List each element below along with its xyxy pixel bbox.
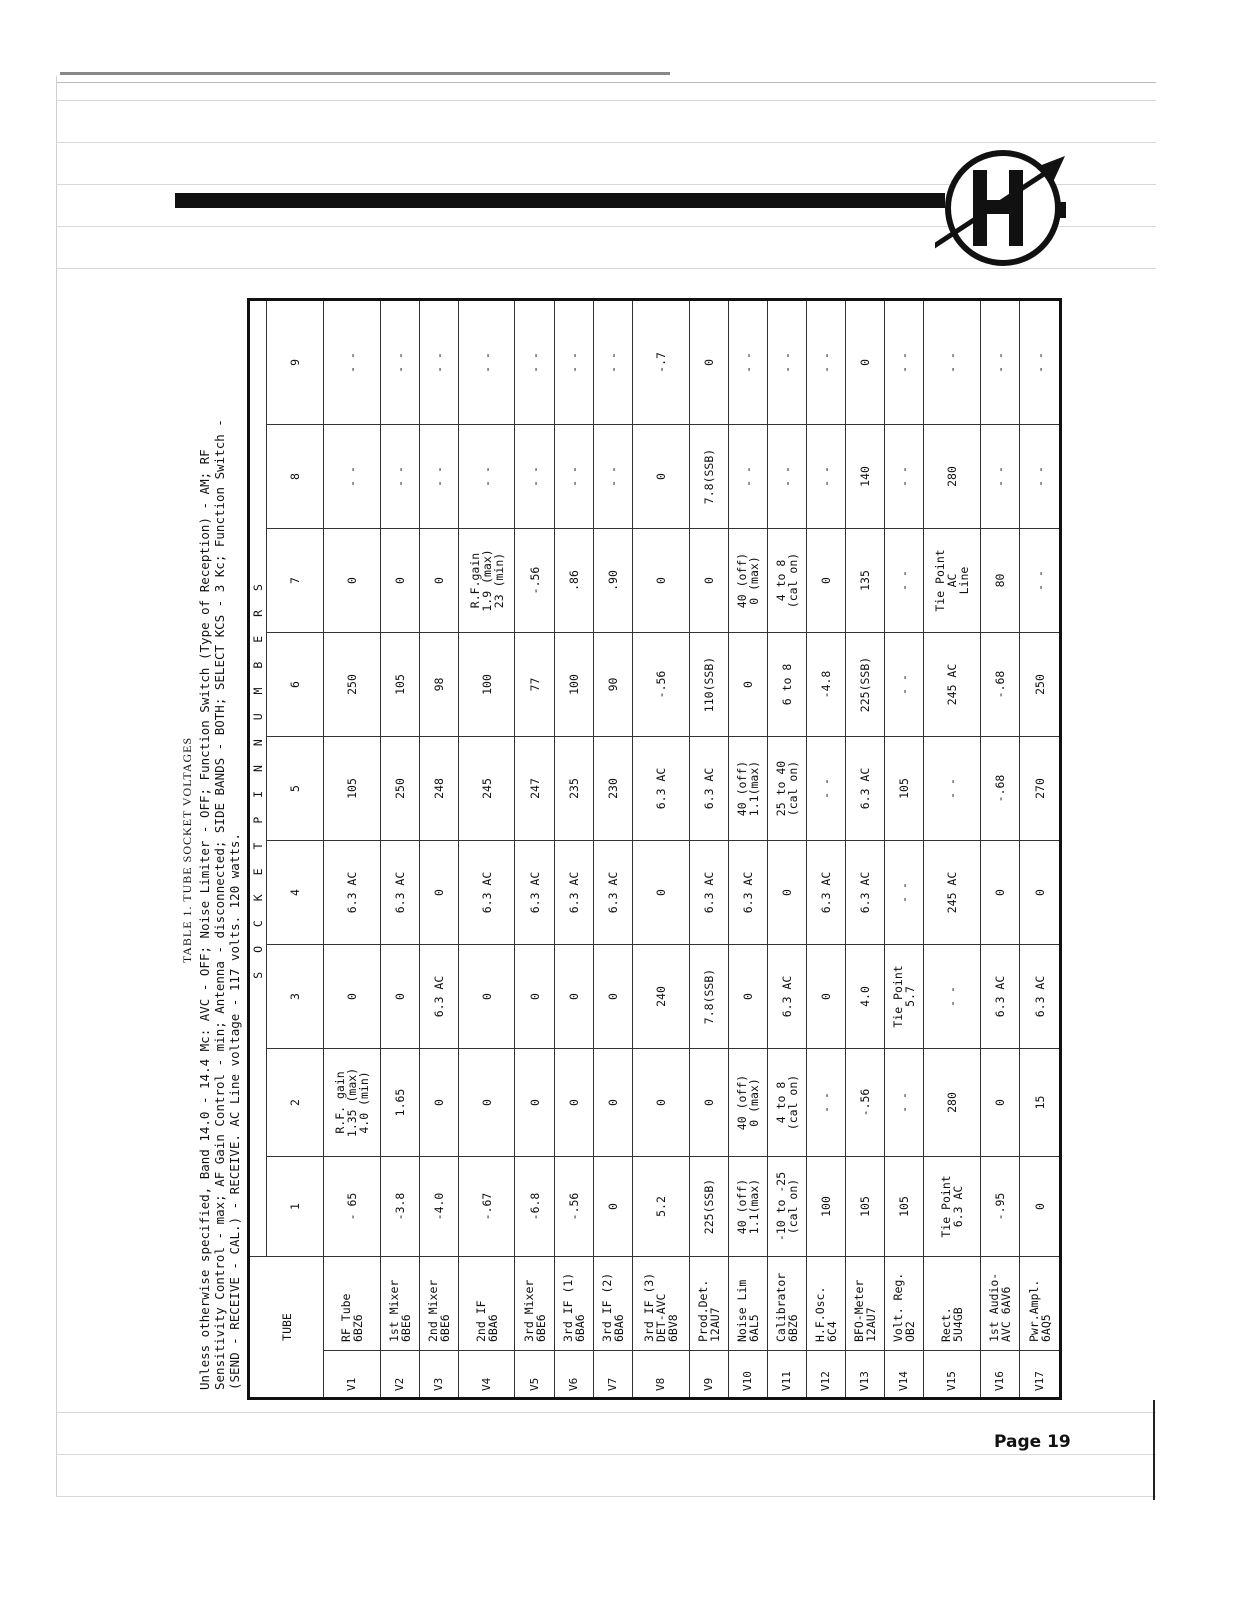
table-row bbox=[689, 299, 728, 1398]
table-row bbox=[767, 299, 806, 1398]
pin-voltage-cell: 248 bbox=[419, 736, 458, 840]
pin-voltage-cell: 0 bbox=[846, 299, 885, 424]
pin-voltage-cell: 100 bbox=[458, 632, 515, 736]
tube-designator: V6 bbox=[554, 1351, 593, 1399]
pin-voltage-cell: 6.3 AC bbox=[380, 840, 419, 944]
pin-voltage-cell: 280 bbox=[924, 424, 981, 528]
pin-voltage-cell: 77 bbox=[515, 632, 554, 736]
pin-voltage-cell: 0 bbox=[380, 944, 419, 1048]
tube-name: Volt. Reg. OB2 bbox=[885, 1256, 924, 1350]
pin-voltage-cell: - - bbox=[806, 736, 845, 840]
pin-voltage-cell: 280 bbox=[924, 1048, 981, 1156]
tube-designator: V1 bbox=[324, 1351, 381, 1399]
ruled-line bbox=[56, 100, 1156, 101]
pin-voltage-cell: 140 bbox=[846, 424, 885, 528]
pin-voltage-cell: - - bbox=[885, 632, 924, 736]
pin-voltage-cell: 0 bbox=[806, 528, 845, 632]
pin-voltage-cell: 0 bbox=[554, 944, 593, 1048]
pin-voltage-cell: 6.3 AC bbox=[632, 736, 689, 840]
pin-voltage-cell: 15 bbox=[1020, 1048, 1061, 1156]
tube-name: H.F.Osc. 6C4 bbox=[806, 1256, 845, 1350]
pin-voltage-cell: 0 bbox=[380, 528, 419, 632]
pin-voltage-cell: - - bbox=[554, 424, 593, 528]
table-row bbox=[981, 299, 1020, 1398]
pin-voltage-cell: Tie Point 6.3 AC bbox=[924, 1156, 981, 1256]
pin-voltage-cell: - - bbox=[593, 299, 632, 424]
pin-voltage-cell: - - bbox=[885, 1048, 924, 1156]
pin-voltage-cell: 6.3 AC bbox=[1020, 944, 1061, 1048]
tube-designator: V16 bbox=[981, 1351, 1020, 1399]
pin-voltage-cell: -.67 bbox=[458, 1156, 515, 1256]
pin-number-header: 2 bbox=[267, 1048, 324, 1156]
tube-name: 3rd IF (1) 6BA6 bbox=[554, 1256, 593, 1350]
pin-voltage-cell: 6.3 AC bbox=[324, 840, 381, 944]
pin-number-header: 9 bbox=[267, 299, 324, 424]
pin-voltage-cell: 270 bbox=[1020, 736, 1061, 840]
pin-voltage-cell: 110(SSB) bbox=[689, 632, 728, 736]
pin-voltage-cell: - - bbox=[924, 944, 981, 1048]
table-row bbox=[554, 299, 593, 1398]
pin-voltage-cell: - - bbox=[885, 840, 924, 944]
pin-voltage-cell: -4.0 bbox=[419, 1156, 458, 1256]
pin-voltage-cell: - - bbox=[515, 424, 554, 528]
pin-voltage-cell: 100 bbox=[806, 1156, 845, 1256]
right-edge-mark bbox=[1153, 1400, 1155, 1500]
pin-voltage-cell: 7.8(SSB) bbox=[689, 944, 728, 1048]
tube-designator: V12 bbox=[806, 1351, 845, 1399]
pin-voltage-cell: - - bbox=[419, 299, 458, 424]
pin-voltage-cell: Tie Point AC Line bbox=[924, 528, 981, 632]
pin-voltage-cell: 105 bbox=[324, 736, 381, 840]
pin-voltage-cell: 0 bbox=[515, 944, 554, 1048]
socket-pin-numbers-header: S O C K E T P I N N U M B E R S bbox=[249, 299, 267, 1256]
pin-voltage-cell: 225(SSB) bbox=[846, 632, 885, 736]
table-row bbox=[632, 299, 689, 1398]
pin-voltage-cell: 0 bbox=[632, 528, 689, 632]
pin-voltage-cell: 100 bbox=[554, 632, 593, 736]
pin-voltage-cell: - - bbox=[515, 299, 554, 424]
pin-voltage-cell: 0 bbox=[1020, 1156, 1061, 1256]
pin-voltage-cell: - - bbox=[458, 299, 515, 424]
pin-voltage-cell: 245 bbox=[458, 736, 515, 840]
pin-voltage-cell: 6.3 AC bbox=[728, 840, 767, 944]
pin-voltage-cell: -10 to -25 (cal on) bbox=[767, 1156, 806, 1256]
pin-voltage-cell: 0 bbox=[593, 1156, 632, 1256]
pin-voltage-cell: Tie Point 5.7 bbox=[885, 944, 924, 1048]
page-number: Page 19 bbox=[994, 1432, 1071, 1452]
ruled-line bbox=[56, 82, 1156, 83]
pin-voltage-cell: - - bbox=[924, 736, 981, 840]
pin-voltage-cell: 230 bbox=[593, 736, 632, 840]
pin-voltage-cell: 7.8(SSB) bbox=[689, 424, 728, 528]
pin-voltage-cell: 4 to 8 (cal on) bbox=[767, 1048, 806, 1156]
pin-voltage-cell: - - bbox=[380, 299, 419, 424]
pin-voltage-cell: 40 (off) 1.1(max) bbox=[728, 1156, 767, 1256]
scan-edge bbox=[60, 72, 670, 75]
table-row bbox=[846, 299, 885, 1398]
tube-designator: V7 bbox=[593, 1351, 632, 1399]
pin-voltage-cell: 6.3 AC bbox=[846, 840, 885, 944]
ruled-line bbox=[56, 142, 1156, 143]
pin-voltage-cell: 240 bbox=[632, 944, 689, 1048]
pin-voltage-cell: 0 bbox=[1020, 840, 1061, 944]
tube-name: Prod.Det. 12AU7 bbox=[689, 1256, 728, 1350]
pin-voltage-cell: .90 bbox=[593, 528, 632, 632]
pin-voltage-cell: -.68 bbox=[981, 632, 1020, 736]
pin-voltage-cell: 4 to 8 (cal on) bbox=[767, 528, 806, 632]
pin-voltage-cell: -.56 bbox=[846, 1048, 885, 1156]
pin-voltage-cell: 0 bbox=[689, 299, 728, 424]
pin-voltage-cell: 0 bbox=[324, 528, 381, 632]
pin-voltage-cell: 0 bbox=[554, 1048, 593, 1156]
table-row bbox=[419, 299, 458, 1398]
pin-voltage-cell: 235 bbox=[554, 736, 593, 840]
pin-voltage-cell: -4.8 bbox=[806, 632, 845, 736]
pin-voltage-cell: 6.3 AC bbox=[806, 840, 845, 944]
pin-voltage-cell: R.F.gain 1.9 (max) 23 (min) bbox=[458, 528, 515, 632]
tube-designator: V2 bbox=[380, 1351, 419, 1399]
condition-line: Sensitivity Control - max; AF Gain Control - min; Antenna - disconnected; SIDE BANDS - BOTH; SELECT KCS - 3 Kc; Function Switch - bbox=[212, 419, 227, 1390]
tube-designator: V14 bbox=[885, 1351, 924, 1399]
pin-voltage-cell: 1.65 bbox=[380, 1048, 419, 1156]
pin-voltage-cell: 135 bbox=[846, 528, 885, 632]
pin-voltage-cell: 40 (off) 1.1(max) bbox=[728, 736, 767, 840]
pin-voltage-cell: 247 bbox=[515, 736, 554, 840]
pin-number-header: 8 bbox=[267, 424, 324, 528]
pin-voltage-cell: 250 bbox=[1020, 632, 1061, 736]
tube-designator: V5 bbox=[515, 1351, 554, 1399]
table-row bbox=[924, 299, 981, 1398]
pin-voltage-cell: 0 bbox=[632, 1048, 689, 1156]
pin-voltage-cell: 105 bbox=[885, 736, 924, 840]
pin-voltage-cell: 245 AC bbox=[924, 840, 981, 944]
pin-voltage-cell: 0 bbox=[689, 1048, 728, 1156]
tube-designator: V13 bbox=[846, 1351, 885, 1399]
pin-voltage-cell: 5.2 bbox=[632, 1156, 689, 1256]
pin-voltage-cell: -6.8 bbox=[515, 1156, 554, 1256]
condition-line: (SEND - RECEIVE - CAL.) - RECEIVE. AC Line voltage - 117 volts. 120 watts. bbox=[227, 833, 242, 1390]
pin-voltage-cell: - - bbox=[767, 424, 806, 528]
pin-voltage-cell: -.56 bbox=[632, 632, 689, 736]
pin-number-header: 5 bbox=[267, 736, 324, 840]
pin-voltage-cell: -3.8 bbox=[380, 1156, 419, 1256]
pin-voltage-cell: 6.3 AC bbox=[846, 736, 885, 840]
pin-voltage-cell: 6.3 AC bbox=[554, 840, 593, 944]
pin-voltage-cell: - - bbox=[885, 299, 924, 424]
pin-voltage-cell: - - bbox=[767, 299, 806, 424]
pin-voltage-cell: - - bbox=[728, 299, 767, 424]
pin-number-header: 1 bbox=[267, 1156, 324, 1256]
pin-voltage-cell: 6 to 8 bbox=[767, 632, 806, 736]
tube-name: Noise Lim 6AL5 bbox=[728, 1256, 767, 1350]
pin-voltage-cell: - - bbox=[1020, 424, 1061, 528]
tube-name: 3rd Mixer 6BE6 bbox=[515, 1256, 554, 1350]
tube-name: RF Tube 6BZ6 bbox=[324, 1256, 381, 1350]
pin-voltage-cell: -.56 bbox=[515, 528, 554, 632]
table-row bbox=[324, 299, 381, 1398]
pin-voltage-cell: 6.3 AC bbox=[593, 840, 632, 944]
pin-voltage-cell: -.68 bbox=[981, 736, 1020, 840]
pin-voltage-cell: .86 bbox=[554, 528, 593, 632]
table-row bbox=[1020, 299, 1061, 1398]
pin-number-header: 3 bbox=[267, 944, 324, 1048]
pin-voltage-cell: 4.0 bbox=[846, 944, 885, 1048]
tube-voltage-table-block bbox=[170, 300, 1065, 1400]
table-row bbox=[885, 299, 924, 1398]
pin-voltage-cell: 250 bbox=[380, 736, 419, 840]
ruled-line bbox=[56, 1412, 1156, 1413]
tube-name: Rect. 5U4GB bbox=[924, 1256, 981, 1350]
pin-voltage-cell: 0 bbox=[981, 840, 1020, 944]
pin-voltage-cell: - - bbox=[324, 424, 381, 528]
tube-designator: V4 bbox=[458, 1351, 515, 1399]
pin-voltage-cell: - - bbox=[380, 424, 419, 528]
tube-designator: V3 bbox=[419, 1351, 458, 1399]
ruled-line bbox=[56, 1496, 1156, 1497]
tube-name: 1st Mixer 6BE6 bbox=[380, 1256, 419, 1350]
pin-voltage-cell: -.56 bbox=[554, 1156, 593, 1256]
pin-voltage-cell: -.7 bbox=[632, 299, 689, 424]
pin-voltage-cell: - - bbox=[885, 528, 924, 632]
pin-voltage-cell: 245 AC bbox=[924, 632, 981, 736]
tube-socket-voltage-table bbox=[247, 298, 1062, 1400]
pin-voltage-cell: 0 bbox=[632, 424, 689, 528]
pin-voltage-cell: - - bbox=[554, 299, 593, 424]
pin-voltage-cell: 6.3 AC bbox=[689, 840, 728, 944]
pin-voltage-cell: 0 bbox=[689, 528, 728, 632]
ruled-line bbox=[56, 1454, 1156, 1455]
pin-voltage-cell: 105 bbox=[846, 1156, 885, 1256]
pin-voltage-cell: 90 bbox=[593, 632, 632, 736]
pin-voltage-cell: 6.3 AC bbox=[767, 944, 806, 1048]
pin-number-header: 4 bbox=[267, 840, 324, 944]
pin-voltage-cell: 0 bbox=[515, 1048, 554, 1156]
table-conditions bbox=[197, 300, 242, 1390]
tube-designator: V10 bbox=[728, 1351, 767, 1399]
pin-voltage-cell: 0 bbox=[593, 944, 632, 1048]
pin-voltage-cell: 80 bbox=[981, 528, 1020, 632]
pin-voltage-cell: 6.3 AC bbox=[419, 944, 458, 1048]
tube-name: Pwr.Ampl. 6AQ5 bbox=[1020, 1256, 1061, 1350]
pin-voltage-cell: 6.3 AC bbox=[515, 840, 554, 944]
tube-name: 3rd IF (3) DET-AVC 6BV8 bbox=[632, 1256, 689, 1350]
pin-voltage-cell: - - bbox=[806, 1048, 845, 1156]
pin-voltage-cell: 0 bbox=[419, 528, 458, 632]
pin-voltage-cell: 40 (off) 0 (max) bbox=[728, 528, 767, 632]
pin-voltage-cell: 0 bbox=[419, 1048, 458, 1156]
pin-voltage-cell: - - bbox=[728, 424, 767, 528]
table-row bbox=[458, 299, 515, 1398]
pin-voltage-cell: 6.3 AC bbox=[458, 840, 515, 944]
pin-voltage-cell: - - bbox=[924, 299, 981, 424]
tube-designator: V15 bbox=[924, 1351, 981, 1399]
pin-voltage-cell: 225(SSB) bbox=[689, 1156, 728, 1256]
tube-header: TUBE bbox=[249, 1256, 324, 1398]
pin-voltage-cell: 0 bbox=[419, 840, 458, 944]
pin-voltage-cell: 40 (off) 0 (max) bbox=[728, 1048, 767, 1156]
tube-name: 1st Audio- AVC 6AV6 bbox=[981, 1256, 1020, 1350]
pin-voltage-cell: -.95 bbox=[981, 1156, 1020, 1256]
pin-voltage-cell: - - bbox=[458, 424, 515, 528]
pin-voltage-cell: 0 bbox=[458, 1048, 515, 1156]
pin-voltage-cell: - 65 bbox=[324, 1156, 381, 1256]
pin-voltage-cell: 105 bbox=[380, 632, 419, 736]
pin-voltage-cell: 98 bbox=[419, 632, 458, 736]
pin-voltage-cell: 6.3 AC bbox=[689, 736, 728, 840]
pin-voltage-cell: 0 bbox=[458, 944, 515, 1048]
pin-voltage-cell: 0 bbox=[632, 840, 689, 944]
pin-voltage-cell: 0 bbox=[806, 944, 845, 1048]
tube-name: 2nd Mixer 6BE6 bbox=[419, 1256, 458, 1350]
tube-name: Calibrator 6BZ6 bbox=[767, 1256, 806, 1350]
tube-name: BFO-Meter 12AU7 bbox=[846, 1256, 885, 1350]
table-row bbox=[806, 299, 845, 1398]
pin-number-header: 7 bbox=[267, 528, 324, 632]
table-row bbox=[593, 299, 632, 1398]
pin-voltage-cell: 105 bbox=[885, 1156, 924, 1256]
pin-voltage-cell: - - bbox=[806, 299, 845, 424]
pin-voltage-cell: 0 bbox=[728, 632, 767, 736]
tube-designator: V11 bbox=[767, 1351, 806, 1399]
left-margin-line bbox=[56, 76, 57, 1496]
pin-voltage-cell: 0 bbox=[981, 1048, 1020, 1156]
tube-name: 3rd IF (2) 6BA6 bbox=[593, 1256, 632, 1350]
pin-voltage-cell: 0 bbox=[728, 944, 767, 1048]
pin-voltage-cell: - - bbox=[981, 299, 1020, 424]
tube-designator: V9 bbox=[689, 1351, 728, 1399]
pin-voltage-cell: - - bbox=[419, 424, 458, 528]
pin-number-header: 6 bbox=[267, 632, 324, 736]
condition-line: Unless otherwise specified, Band 14.0 - 14.4 Mc: AVC - OFF; Noise Limiter - OFF; Function Switch (Type of Reception) - AM; RF bbox=[197, 449, 212, 1390]
table-row bbox=[380, 299, 419, 1398]
pin-voltage-cell: 6.3 AC bbox=[981, 944, 1020, 1048]
pin-voltage-cell: 250 bbox=[324, 632, 381, 736]
table-row bbox=[515, 299, 554, 1398]
pin-voltage-cell: - - bbox=[1020, 299, 1061, 424]
pin-voltage-cell: 0 bbox=[767, 840, 806, 944]
pin-voltage-cell: - - bbox=[593, 424, 632, 528]
pin-voltage-cell: - - bbox=[981, 424, 1020, 528]
table-row bbox=[728, 299, 767, 1398]
pin-voltage-cell: - - bbox=[806, 424, 845, 528]
logo-bar bbox=[175, 193, 945, 208]
hallicrafters-logo-icon bbox=[935, 148, 1075, 288]
pin-voltage-cell: 0 bbox=[593, 1048, 632, 1156]
pin-voltage-cell: 25 to 40 (cal on) bbox=[767, 736, 806, 840]
table-title: TABLE 1. TUBE SOCKET VOLTAGES bbox=[180, 736, 194, 964]
tube-designator: V17 bbox=[1020, 1351, 1061, 1399]
pin-voltage-cell: 0 bbox=[324, 944, 381, 1048]
tube-designator: V8 bbox=[632, 1351, 689, 1399]
pin-voltage-cell: - - bbox=[885, 424, 924, 528]
pin-voltage-cell: - - bbox=[1020, 528, 1061, 632]
pin-voltage-cell: - - bbox=[324, 299, 381, 424]
tube-name: 2nd IF 6BA6 bbox=[458, 1256, 515, 1350]
pin-voltage-cell: R.F. gain 1.35 (max) 4.0 (min) bbox=[324, 1048, 381, 1156]
